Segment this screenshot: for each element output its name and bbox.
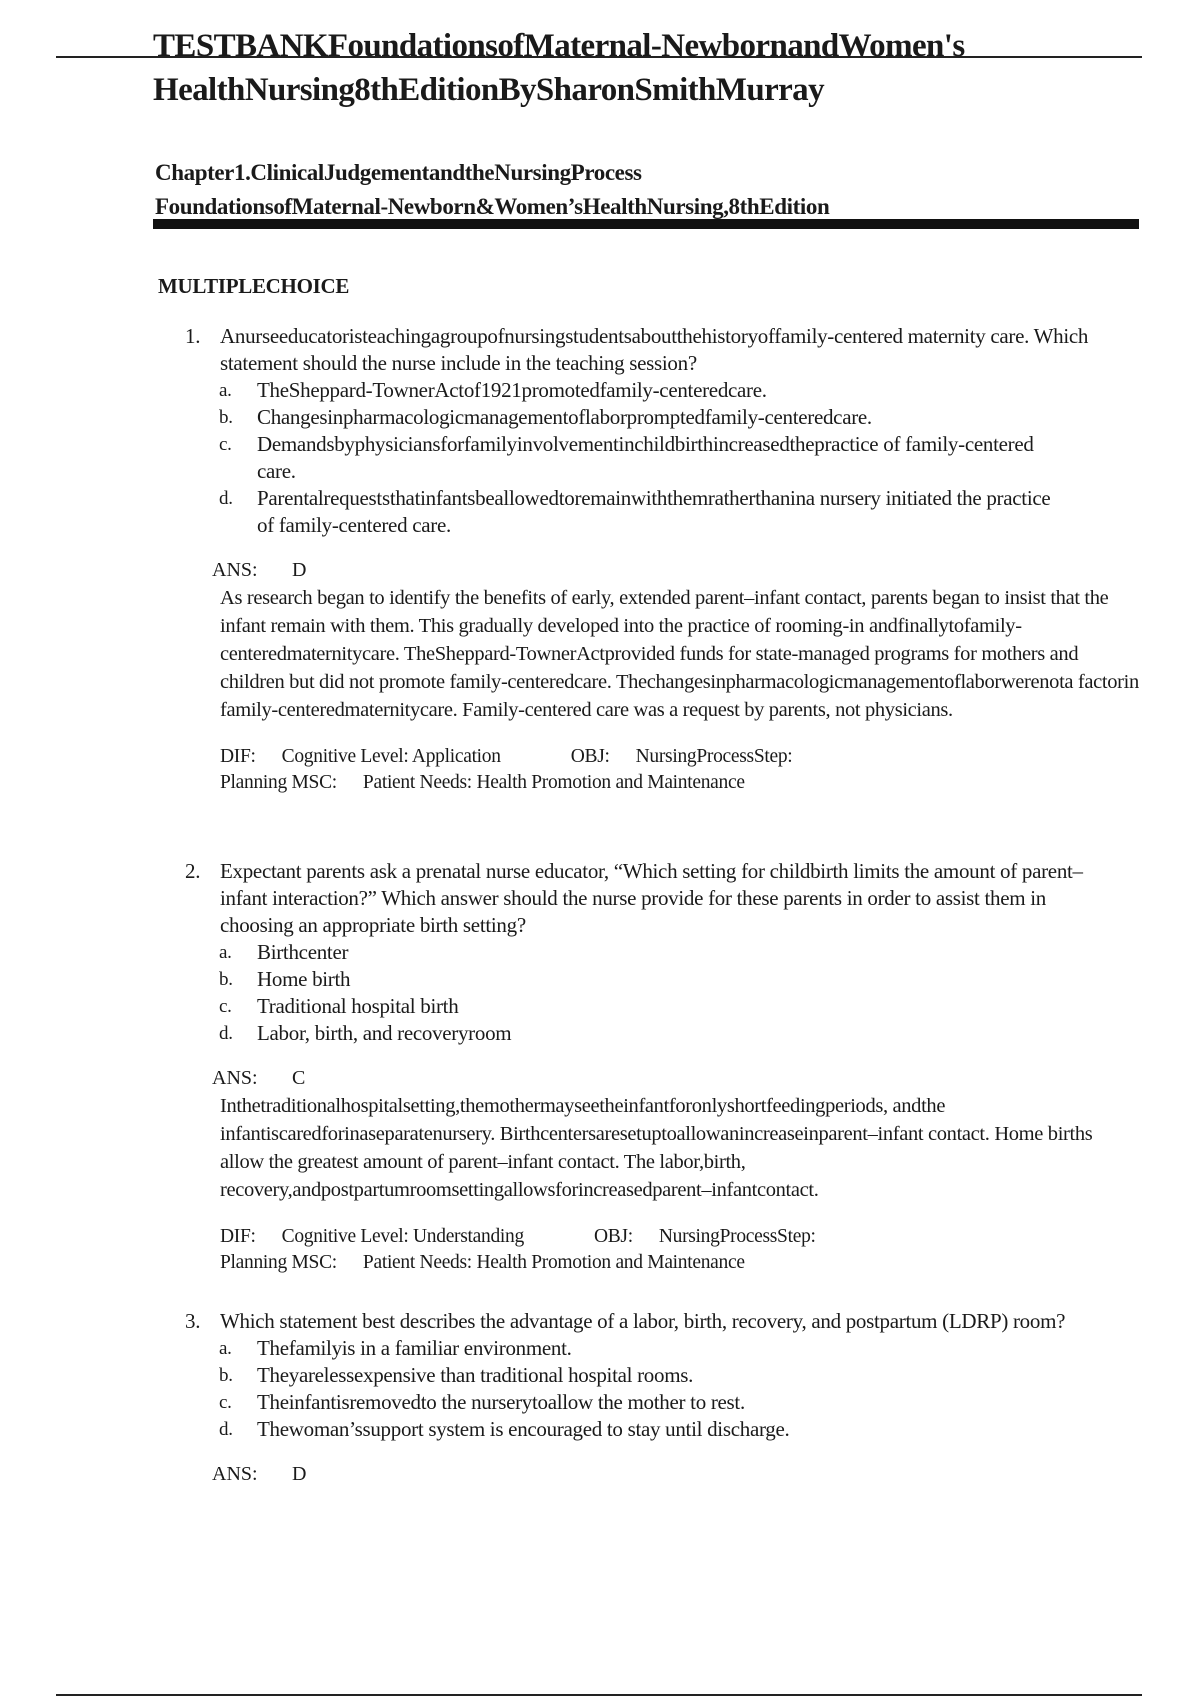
- bottom-rule: [56, 1694, 1142, 1696]
- option-letter: b.: [219, 969, 233, 990]
- dif-value: Cognitive Level: Understanding: [281, 1226, 524, 1247]
- question-number: 3.: [185, 1309, 201, 1333]
- question-1: [0, 323, 1200, 796]
- question-stem: [0, 1308, 1090, 1335]
- answer-label: ANS:: [212, 559, 258, 581]
- question-number: 2.: [185, 859, 201, 883]
- document-title-line-1: TESTBANKFoundationsofMaternal-NewbornandWomen's: [153, 28, 965, 64]
- option-letter: c.: [219, 1392, 232, 1413]
- answer-line: [0, 557, 1200, 584]
- dif-label: DIF:: [220, 1226, 256, 1247]
- msc-value: Patient Needs: Health Promotion and Maintenance: [362, 772, 745, 793]
- chapter-title: Chapter1.ClinicalJudgementandtheNursingProcess: [155, 160, 642, 185]
- answer-value: D: [292, 559, 307, 581]
- option-letter: b.: [219, 407, 233, 428]
- option-text: Parentalrequeststhatinfantsbeallowedtoremainwiththemratherthanina nursery initiated the practice of family-centered care.: [257, 486, 1051, 537]
- document-title: [153, 24, 1113, 112]
- planning-msc-label: Planning MSC:: [220, 1252, 337, 1273]
- option-c: [0, 431, 1057, 485]
- option-d: [0, 1020, 1057, 1047]
- answer-label: ANS:: [212, 1463, 258, 1485]
- option-text: TheSheppard-TownerActof1921promotedfamily-centeredcare.: [257, 378, 767, 402]
- option-text: Birthcenter: [257, 940, 349, 964]
- obj-value: NursingProcessStep:: [635, 746, 793, 767]
- option-a: [0, 939, 1057, 966]
- question-3: [0, 1308, 1200, 1488]
- option-letter: a.: [219, 1338, 232, 1359]
- option-a: [0, 1335, 1057, 1362]
- option-letter: d.: [219, 1419, 233, 1440]
- obj-label: OBJ:: [570, 746, 610, 767]
- planning-msc-label: Planning MSC:: [220, 772, 337, 793]
- option-letter: b.: [219, 1365, 233, 1386]
- option-text: Thefamilyis in a familiar environment.: [257, 1336, 572, 1360]
- question-2: [0, 858, 1200, 1276]
- obj-label: OBJ:: [593, 1226, 633, 1247]
- question-stem: [0, 323, 1090, 377]
- option-d: [0, 1416, 1057, 1443]
- rationale: As research began to identify the benefits of early, extended parent–infant contact, parents began to insist that the infant remain with them. This gradually developed into the practice of rooming-in andfinallytofamily-centeredmaternitycare. TheSheppard-TownerActprovided funds for state-managed programs for mothers and children but did not promote family-centeredcare. Thechangesinpharmacologicmanagementoflaborwerenota factorin family-centeredmaternitycare. Family-centered care was a request by parents, not physicians.: [220, 587, 1139, 721]
- option-c: [0, 993, 1057, 1020]
- answer-value: D: [292, 1463, 307, 1485]
- obj-value: NursingProcessStep:: [658, 1226, 816, 1247]
- document-title-line-2: HealthNursing8thEditionBySharonSmithMurray: [153, 72, 824, 108]
- option-text: Changesinpharmacologicmanagementoflaborpromptedfamily-centeredcare.: [257, 405, 872, 429]
- option-letter: a.: [219, 942, 232, 963]
- question-text: Which statement best describes the advantage of a labor, birth, recovery, and postpartum (LDRP) room?: [220, 1309, 1066, 1333]
- question-text: Anurseeducatoristeachingagroupofnursingstudentsaboutthehistoryoffamily-centered maternity care. Which statement should the nurse include in the teaching session?: [220, 324, 1089, 375]
- option-b: [0, 1362, 1057, 1389]
- option-text: Demandsbyphysiciansforfamilyinvolvementinchildbirthincreasedthepractice of family-centered care.: [257, 432, 1034, 483]
- msc-value: Patient Needs: Health Promotion and Maintenance: [362, 1252, 745, 1273]
- book-title: FoundationsofMaternal-Newborn&Women’sHealthNursing,8thEdition: [155, 194, 830, 219]
- question-stem: [0, 858, 1090, 939]
- option-a: [0, 377, 1057, 404]
- dif-label: DIF:: [220, 746, 256, 767]
- question-number: 1.: [185, 324, 201, 348]
- question-metadata: [0, 744, 1140, 796]
- dif-value: Cognitive Level: Application: [281, 746, 501, 767]
- answer-value: C: [292, 1067, 306, 1089]
- answer-line: [0, 1065, 1200, 1092]
- option-d: [0, 485, 1057, 539]
- option-letter: c.: [219, 434, 232, 455]
- question-metadata: [0, 1224, 1140, 1276]
- chapter-heading: [155, 156, 1145, 224]
- option-letter: c.: [219, 996, 232, 1017]
- option-text: Home birth: [257, 967, 351, 991]
- section-heading: MULTIPLECHOICE: [158, 274, 350, 298]
- option-text: Traditional hospital birth: [257, 994, 459, 1018]
- option-b: [0, 966, 1057, 993]
- option-text: Thewoman’ssupport system is encouraged to stay until discharge.: [257, 1417, 790, 1441]
- rationale: Inthetraditionalhospitalsetting,themothermayseetheinfantforonlyshortfeedingperiods, andthe infantiscaredforinaseparatenursery. Birthcentersaresetuptoallowanincreaseinparent–infant contact. Home births allow the greatest amount of parent–infant contact. The labor,birth, recovery,andpostpartumroomsettingallowsforincreasedparent–infantcontact.: [220, 1095, 1093, 1201]
- option-letter: d.: [219, 488, 233, 509]
- option-text: Theinfantisremovedto the nurserytoallow the mother to rest.: [257, 1390, 745, 1414]
- option-c: [0, 1389, 1057, 1416]
- option-letter: d.: [219, 1023, 233, 1044]
- question-text: Expectant parents ask a prenatal nurse educator, “Which setting for childbirth limits the amount of parent–infant interaction?” Which answer should the nurse provide for these parents in order to assist them in choosing an appropriate birth setting?: [220, 859, 1083, 937]
- chapter-divider: [153, 219, 1139, 229]
- answer-line: [0, 1461, 1200, 1488]
- answer-label: ANS:: [212, 1067, 258, 1089]
- option-b: [0, 404, 1057, 431]
- option-text: Theyarelessexpensive than traditional hospital rooms.: [257, 1363, 694, 1387]
- option-letter: a.: [219, 380, 232, 401]
- option-text: Labor, birth, and recoveryroom: [257, 1021, 512, 1045]
